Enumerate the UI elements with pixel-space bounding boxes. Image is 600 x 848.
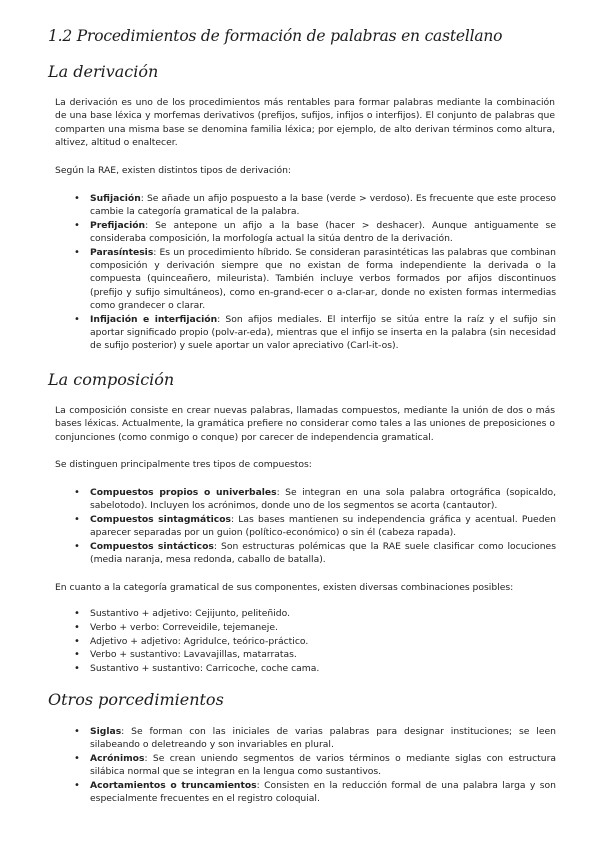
section-heading-composicion: La composición xyxy=(48,370,175,389)
combinations-list xyxy=(90,607,556,676)
derivacion-lead: Según la RAE, existen distintos tipos de derivación: xyxy=(55,165,292,176)
list-item: • Acrónimos: Se crean uniendo segmentos de varios términos o mediante siglas con estructura silábica normal que se integran en la lengua como sustantivos. xyxy=(90,752,556,779)
combos-lead: En cuanto a la categoría gramatical de sus componentes, existen diversas combinaciones posibles: xyxy=(55,582,514,593)
list-item: • Infijación e interfijación: Son afijos mediales. El interfijo se sitúa entre la raíz y el sufijo sin aportar significado propio (polv-ar-eda), mientras que el infijo se inserta en la palabra (sin necesidad de sufijo posterior) y suele aportar un valor apreciativo (Carl-it-os). xyxy=(90,313,556,353)
compound-types-list xyxy=(90,486,556,566)
list-item: • Compuestos propios o univerbales: Se integran en una sola palabra ortográfica (sopicaldo, sabelotodo). Incluyen los acrónimos, donde uno de los segmentos se acorta (cantautor). xyxy=(90,486,556,513)
composicion-lead: Se distinguen principalmente tres tipos de compuestos: xyxy=(55,459,312,470)
list-item: • Adjetivo + adjetivo: Agridulce, teórico-práctico. xyxy=(90,635,556,649)
list-item: • Sustantivo + sustantivo: Carricoche, coche cama. xyxy=(90,662,556,676)
list-item: • Sufijación: Se añade un afijo pospuesto a la base (verde > verdoso). Es frecuente que este proceso cambie la categoría gramatical de la palabra. xyxy=(90,192,556,219)
derivacion-intro: La derivación es uno de los procedimientos más rentables para formar palabras mediante la combinación de una base léxica y morfemas derivativos (prefijos, sufijos, infijos o interfijos). El conjunto de palabras que comparten una misma base se denomina familia léxica; por ejemplo, de alto derivan términos como altura, altivez, altitud o enaltecer. xyxy=(55,97,555,149)
other-procedures-list xyxy=(90,725,556,805)
list-item: • Prefijación: Se antepone un afijo a la base (hacer > deshacer). Aunque antiguamente se consideraba composición, la morfología actual la sitúa dentro de la derivación. xyxy=(90,219,556,246)
list-item: • Verbo + verbo: Correveidile, tejemaneje. xyxy=(90,621,556,635)
composicion-intro: La composición consiste en crear nuevas palabras, llamadas compuestos, mediante la unión de dos o más bases léxicas. Actualmente, la gramática prefiere no considerar como tales a las uniones de preposiciones o conjunciones (como conmigo o conque) por carecer de independencia gramatical. xyxy=(55,405,555,443)
list-item: • Acortamientos o truncamientos: Consisten en la reducción formal de una palabra larga y son especialmente frecuentes en el registro coloquial. xyxy=(90,779,556,806)
derivation-types-list xyxy=(90,192,556,353)
page-title: 1.2 Procedimientos de formación de palabras en castellano xyxy=(48,27,503,45)
list-item: • Verbo + sustantivo: Lavavajillas, matarratas. xyxy=(90,648,556,662)
list-item: • Compuestos sintácticos: Son estructuras polémicas que la RAE suele clasificar como locuciones (media naranja, mesa redonda, caballo de batalla). xyxy=(90,540,556,567)
section-heading-otros: Otros porcedimientos xyxy=(48,690,224,709)
list-item: • Siglas: Se forman con las iniciales de varias palabras para designar instituciones; se leen silabeando o deletreando y son invariables en plural. xyxy=(90,725,556,752)
list-item: • Compuestos sintagmáticos: Las bases mantienen su independencia gráfica y acentual. Pueden aparecer separadas por un guion (político-económico) o sin él (cabeza rapada). xyxy=(90,513,556,540)
section-heading-derivacion: La derivación xyxy=(48,62,159,81)
list-item: • Parasíntesis: Es un procedimiento híbrido. Se consideran parasintéticas las palabras que combinan composición y derivación siempre que no existan de forma independiente la derivada o la compuesta (quinceañero, mileurista). También incluye verbos formados por afijos discontinuos (prefijo y sufijo simultáneos), como en-grand-ecer o a-clar-ar, donde no existen formas intermedias como grandecer o clarar. xyxy=(90,246,556,313)
list-item: • Sustantivo + adjetivo: Cejijunto, peliteñido. xyxy=(90,607,556,621)
